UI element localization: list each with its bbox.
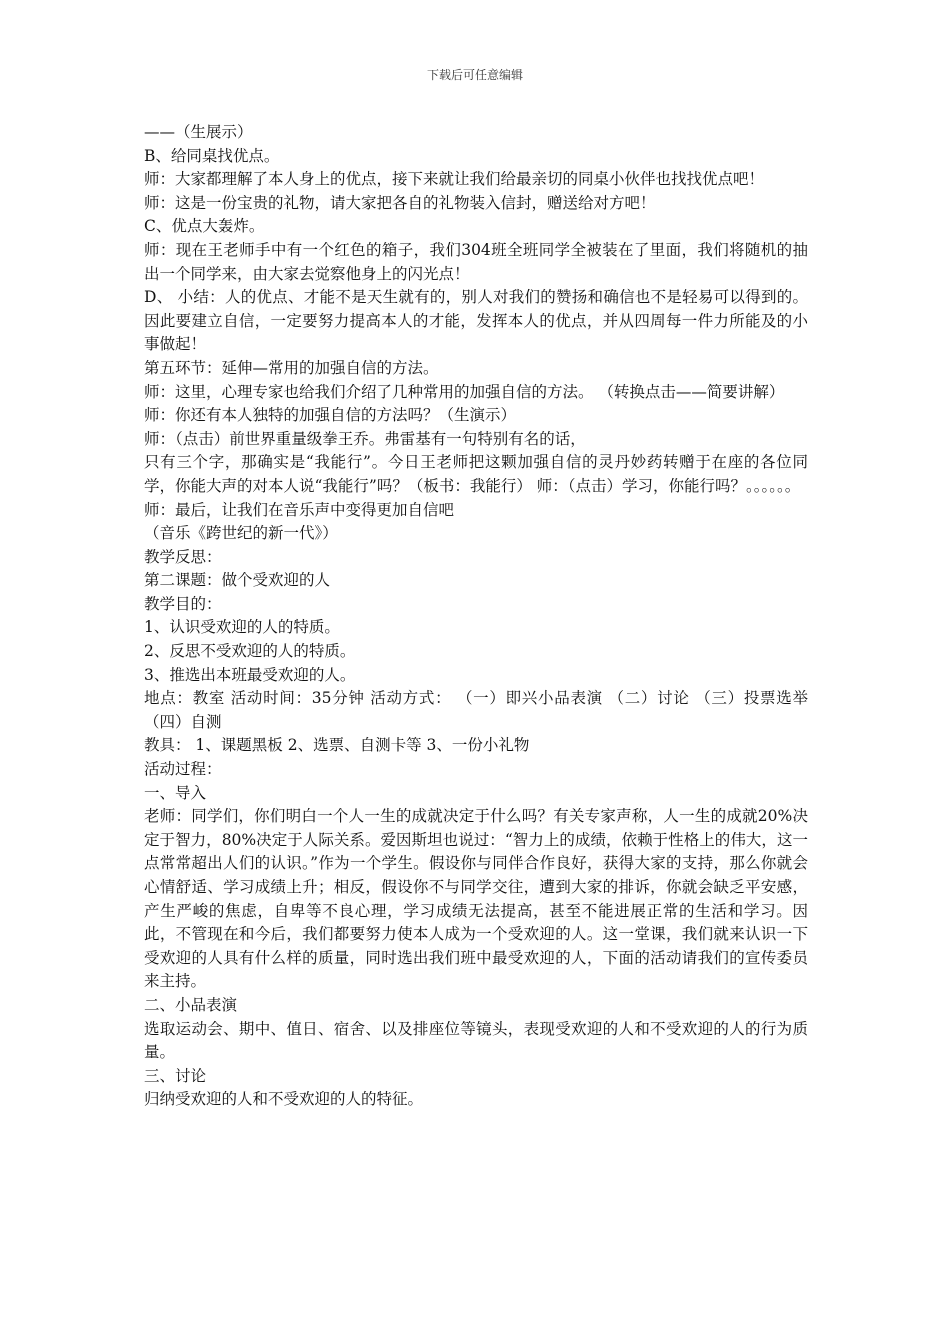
paragraph: 师：现在王老师手中有一个红色的箱子，我们304班全班同学全被装在了里面，我们将随机的抽出一个同学来，由大家去觉察他身上的闪光点！ (144, 240, 808, 283)
paragraph: 3、推选出本班最受欢迎的人。 (144, 665, 356, 684)
paragraph: 一、导入 (144, 783, 207, 802)
paragraph: 2、反思不受欢迎的人的特质。 (144, 642, 356, 661)
paragraph: 师：大家都理解了本人身上的优点，接下来就让我们给最亲切的同桌小伙伴也找找优点吧！ (144, 170, 765, 189)
paragraph: 师：（点击）前世界重量级拳王乔。弗雷基有一句特别有名的话， (144, 429, 586, 448)
paragraph: （音乐《跨世纪的新一代》） (144, 524, 338, 543)
paragraph: 只有三个字，那确实是“我能行”。今日王老师把这颗加强自信的灵丹妙药转赠于在座的各位同学，你能大声的对本人说“我能行”吗？（板书：我能行） 师：（点击）学习，你能行吗？。。。。。。 (144, 453, 808, 495)
paragraph: 第五环节：延伸—常用的加强自信的方法。 (144, 358, 439, 377)
paragraph: 师：你还有本人独特的加强自信的方法吗？（生演示） (144, 406, 517, 425)
paragraph: 地点：教室 活动时间：35分钟 活动方式： （一）即兴小品表演 （二）讨论 （三）投票选举 （四）自测 (144, 689, 808, 731)
paragraph: 师：这是一份宝贵的礼物，请大家把各自的礼物装入信封，赠送给对方吧！ (144, 193, 656, 212)
paragraph: 教具： 1、课题黑板 2、选票、自测卡等 3、一份小礼物 (144, 736, 530, 755)
paragraph: 教学反思： (144, 547, 222, 566)
paragraph: 选取运动会、期中、值日、宿舍、以及排座位等镜头，表现受欢迎的人和不受欢迎的人的行为质量。 (144, 1019, 808, 1062)
paragraph: 师：这里，心理专家也给我们介绍了几种常用的加强自信的方法。 （转换点击——简要讲解） (144, 382, 785, 401)
paragraph: 二、小品表演 (144, 995, 238, 1014)
paragraph: D、 小结：人的优点、才能不是天生就有的，别人对我们的赞扬和确信也不是轻易可以得到的。因此要建立自信，一定要努力提高本人的才能，发挥本人的优点，并从四周每一件力所能及的小事做起！ (144, 288, 808, 354)
document-body (144, 121, 808, 1112)
paragraph: 三、讨论 (144, 1066, 207, 1085)
paragraph: 归纳受欢迎的人和不受欢迎的人的特征。 (144, 1090, 424, 1109)
paragraph: 活动过程： (144, 760, 222, 779)
paragraph: ——（生展示） (144, 123, 253, 141)
paragraph: 老师：同学们，你们明白一个人一生的成就决定于什么吗？有关专家声称，人一生的成就20%决定于智力，80%决定于人际关系。爱因斯坦也说过：“智力上的成绩，依赖于性格上的伟大，这一点常常超出人们的认识。”作为一个学生。假设你与同伴合作良好，获得大家的支持，那么你就会心情舒适、学习成绩上升；相反，假设你不与同学交往，遭到大家的排诉，你就会缺乏平安感，产生严峻的焦虑，自卑等不良心理，学习成绩无法提高，甚至不能进展正常的生活和学习。因此，不管现在和今后，我们都要努力使本人成为一个受欢迎的人。这一堂课，我们就来认识一下受欢迎的人具有什么样的质量，同时选出我们班中最受欢迎的人，下面的活动请我们的宣传委员来主持。 (144, 807, 808, 991)
paragraph: 1、认识受欢迎的人的特质。 (144, 618, 340, 637)
paragraph: 师：最后，让我们在音乐声中变得更加自信吧 (144, 500, 455, 519)
paragraph: 教学目的： (144, 594, 222, 613)
paragraph: C、优点大轰炸。 (144, 217, 265, 236)
page-header: 下载后可任意编辑 (426, 68, 523, 82)
paragraph: B、给同桌找优点。 (144, 146, 280, 165)
paragraph: 第二课题：做个受欢迎的人 (144, 571, 331, 590)
